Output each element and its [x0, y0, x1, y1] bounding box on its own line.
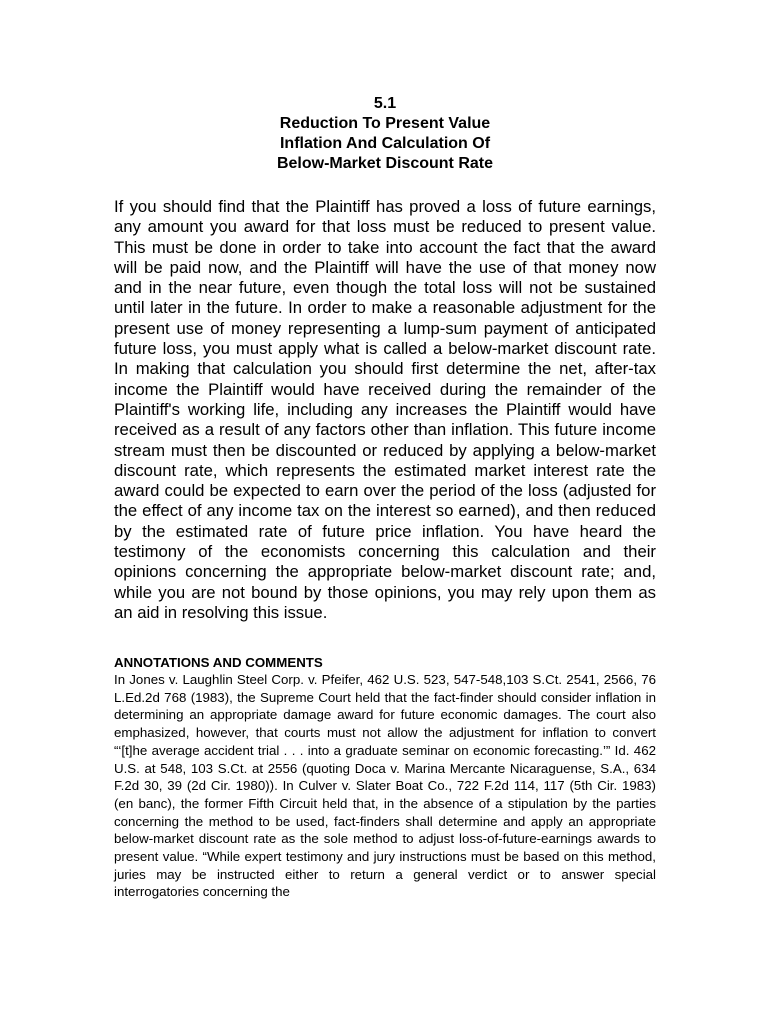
instruction-title-line-2: Inflation And Calculation Of: [279, 135, 491, 152]
annotations-body-text: In Jones v. Laughlin Steel Corp. v. Pfeifer, 462 U.S. 523, 547-548,103 S.Ct. 2541, 2566, 76 L.Ed.2d 768 (1983), the Supreme Court held that the fact-finder should consider inflation in determining an appropriate damage award for future economic damages. The court also emphasized, however, that courts must not allow the adjustment for inflation to convert “‘[t]he average accident trial . . . into a graduate seminar on economic forecasting.’” Id. 462 U.S. at 548, 103 S.Ct. at 2556 (quoting Doca v. Marina Mercante Nicaraguense, S.A., 634 F.2d 30, 39 (2d Cir. 1980)). In Culver v. Slater Boat Co., 722 F.2d 114, 117 (5th Cir. 1983) (en banc), the former Fifth Circuit held that, in the absence of a stipulation by the parties concerning the method to be used, fact-finders shall determine and apply an appropriate below-market discount rate as the sole method to adjust loss-of-future-earnings awards to present value. “While expert testimony and jury instructions must be based on this method, juries may be instructed either to return a general verdict or to answer special interrogatories concerning the: [114, 672, 656, 900]
instruction-number: 5.1: [373, 95, 397, 112]
annotations-section: [114, 655, 656, 901]
instruction-title-line-3: Below-Market Discount Rate: [276, 155, 494, 172]
instruction-title-line-1: Reduction To Present Value: [279, 115, 491, 132]
annotations-heading: ANNOTATIONS AND COMMENTS: [114, 655, 323, 670]
instruction-body-text: If you should find that the Plaintiff has proved a loss of future earnings, any amount you award for that loss must be reduced to present value. This must be done in order to take into account the fact that the award will be paid now, and the Plaintiff will have the use of that money now and in the near future, even though the total loss will not be sustained until later in the future. In order to make a reasonable adjustment for the present use of money representing a lump-sum payment of anticipated future loss, you must apply what is called a below-market discount rate. In making that calculation you should first determine the net, after-tax income the Plaintiff would have received during the remainder of the Plaintiff's working life, including any increases the Plaintiff would have received as a result of any factors other than inflation. This future income stream must then be discounted or reduced by applying a below-market discount rate, which represents the estimated market interest rate the award could be expected to earn over the period of the loss (adjusted for the effect of any income tax on the interest so earned), and then reduced by the estimated rate of future price inflation. You have heard the testimony of the economists concerning this calculation and their opinions concerning the appropriate below-market discount rate; and, while you are not bound by those opinions, you may rely upon them as an aid in resolving this issue.: [114, 197, 656, 622]
instruction-heading: [114, 94, 656, 174]
